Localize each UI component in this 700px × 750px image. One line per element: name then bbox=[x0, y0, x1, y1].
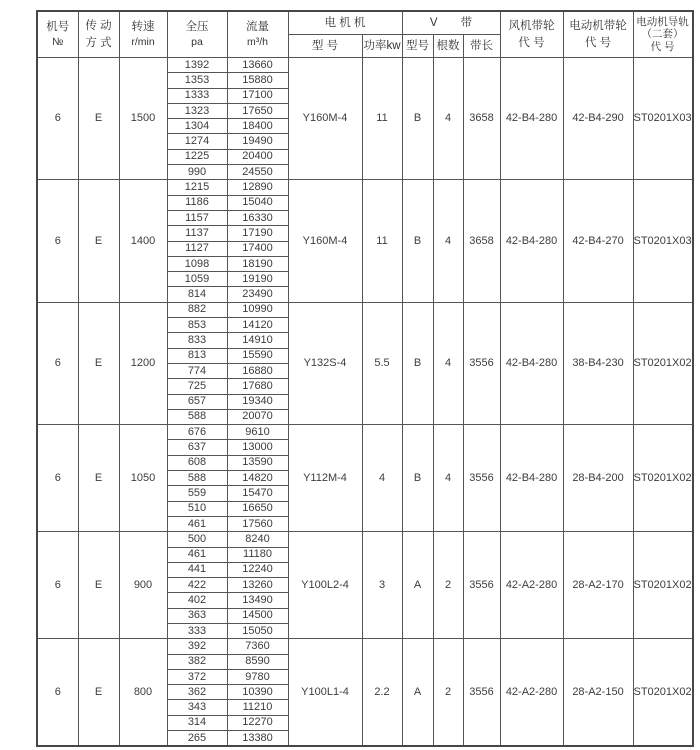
motor-power-cell: 4 bbox=[362, 425, 402, 532]
motor-model-cell: Y160M-4 bbox=[288, 58, 362, 180]
pressure-cell: 657 bbox=[167, 394, 227, 409]
pressure-cell: 853 bbox=[167, 318, 227, 333]
flow-cell: 20400 bbox=[227, 149, 288, 164]
header-motor-pulley-line2: 代 号 bbox=[584, 36, 612, 49]
drive-mode-cell: E bbox=[78, 58, 119, 180]
motor-model-cell: Y160M-4 bbox=[288, 180, 362, 302]
drive-mode-cell: E bbox=[78, 532, 119, 639]
belt-type-cell: B bbox=[402, 302, 433, 424]
flow-cell: 18400 bbox=[227, 119, 288, 134]
header-rail bbox=[633, 11, 693, 58]
pressure-cell: 500 bbox=[167, 532, 227, 547]
flow-cell: 8590 bbox=[227, 654, 288, 669]
belt-length-cell: 3658 bbox=[463, 180, 500, 302]
pressure-cell: 372 bbox=[167, 669, 227, 684]
header-vbelt-length: 带长 bbox=[463, 35, 500, 58]
header-fan-pulley bbox=[500, 11, 563, 58]
header-pressure-line2: pa bbox=[191, 36, 203, 49]
belt-length-cell: 3556 bbox=[463, 425, 500, 532]
pressure-cell: 1215 bbox=[167, 180, 227, 195]
motor-pulley-code-cell: 38-B4-230 bbox=[563, 302, 633, 424]
flow-cell: 17560 bbox=[227, 516, 288, 531]
header-motor-model: 型 号 bbox=[288, 35, 362, 58]
pressure-cell: 608 bbox=[167, 455, 227, 470]
header-drive bbox=[78, 11, 119, 58]
motor-pulley-code-cell: 28-B4-200 bbox=[563, 425, 633, 532]
rail-code-cell: ST0201X02 bbox=[633, 639, 693, 747]
motor-power-cell: 2.2 bbox=[362, 639, 402, 747]
flow-cell: 14120 bbox=[227, 318, 288, 333]
flow-cell: 11180 bbox=[227, 547, 288, 562]
pressure-cell: 461 bbox=[167, 516, 227, 531]
fan-pulley-code-cell: 42-B4-280 bbox=[500, 302, 563, 424]
belt-length-cell: 3556 bbox=[463, 302, 500, 424]
header-speed-line2: r/min bbox=[131, 36, 155, 49]
pressure-cell: 814 bbox=[167, 287, 227, 302]
spec-row bbox=[37, 58, 693, 73]
flow-cell: 24550 bbox=[227, 165, 288, 180]
flow-cell: 18190 bbox=[227, 256, 288, 271]
rail-code-cell: ST0201X03 bbox=[633, 180, 693, 302]
belt-type-cell: B bbox=[402, 58, 433, 180]
speed-cell: 800 bbox=[119, 639, 167, 747]
motor-model-cell: Y132S-4 bbox=[288, 302, 362, 424]
spec-row bbox=[37, 639, 693, 654]
header-row-1 bbox=[37, 11, 693, 35]
header-flow-line1: 流量 bbox=[246, 21, 269, 34]
fan-pulley-code-cell: 42-A2-280 bbox=[500, 639, 563, 747]
pressure-cell: 461 bbox=[167, 547, 227, 562]
flow-cell: 10990 bbox=[227, 302, 288, 317]
fan-pulley-code-cell: 42-B4-280 bbox=[500, 180, 563, 302]
flow-cell: 13380 bbox=[227, 731, 288, 747]
flow-cell: 15040 bbox=[227, 195, 288, 210]
header-fan-pulley-line2: 代 号 bbox=[518, 36, 545, 49]
pressure-cell: 813 bbox=[167, 348, 227, 363]
belt-type-cell: A bbox=[402, 532, 433, 639]
belt-count-cell: 2 bbox=[433, 532, 463, 639]
pressure-cell: 265 bbox=[167, 731, 227, 747]
pressure-cell: 441 bbox=[167, 562, 227, 577]
speed-cell: 1050 bbox=[119, 425, 167, 532]
pressure-cell: 774 bbox=[167, 363, 227, 378]
fan-pulley-code-cell: 42-B4-280 bbox=[500, 58, 563, 180]
pressure-cell: 392 bbox=[167, 639, 227, 654]
header-motor-pulley bbox=[563, 11, 633, 58]
motor-power-cell: 11 bbox=[362, 180, 402, 302]
belt-type-cell: B bbox=[402, 180, 433, 302]
pressure-cell: 363 bbox=[167, 608, 227, 623]
belt-count-cell: 4 bbox=[433, 58, 463, 180]
flow-cell: 17680 bbox=[227, 379, 288, 394]
header-motor-power: 功率kw bbox=[362, 35, 402, 58]
flow-cell: 15590 bbox=[227, 348, 288, 363]
spec-row bbox=[37, 302, 693, 317]
flow-cell: 16330 bbox=[227, 210, 288, 225]
fan-spec-table bbox=[36, 10, 694, 747]
rail-code-cell: ST0201X03 bbox=[633, 58, 693, 180]
belt-count-cell: 4 bbox=[433, 180, 463, 302]
pressure-cell: 1353 bbox=[167, 73, 227, 88]
spec-table-body bbox=[37, 58, 693, 747]
pressure-cell: 1304 bbox=[167, 119, 227, 134]
pressure-cell: 1137 bbox=[167, 226, 227, 241]
motor-model-cell: Y100L2-4 bbox=[288, 532, 362, 639]
pressure-cell: 1186 bbox=[167, 195, 227, 210]
flow-cell: 17190 bbox=[227, 226, 288, 241]
header-machine-no-line2: № bbox=[52, 36, 64, 49]
spec-row bbox=[37, 532, 693, 547]
pressure-cell: 1392 bbox=[167, 58, 227, 73]
flow-cell: 16880 bbox=[227, 363, 288, 378]
machine-no-cell: 6 bbox=[37, 180, 78, 302]
pressure-cell: 1098 bbox=[167, 256, 227, 271]
drive-mode-cell: E bbox=[78, 180, 119, 302]
fan-pulley-code-cell: 42-A2-280 bbox=[500, 532, 563, 639]
flow-cell: 13490 bbox=[227, 593, 288, 608]
flow-cell: 12270 bbox=[227, 715, 288, 730]
header-drive-line2: 方 式 bbox=[85, 36, 112, 49]
flow-cell: 19490 bbox=[227, 134, 288, 149]
header-fan-pulley-line1: 风机带轮 bbox=[508, 20, 555, 33]
flow-cell: 15050 bbox=[227, 623, 288, 638]
flow-cell: 17650 bbox=[227, 103, 288, 118]
belt-count-cell: 4 bbox=[433, 425, 463, 532]
flow-cell: 11210 bbox=[227, 700, 288, 715]
flow-cell: 13590 bbox=[227, 455, 288, 470]
flow-cell: 19340 bbox=[227, 394, 288, 409]
belt-length-cell: 3556 bbox=[463, 639, 500, 747]
header-rail-line3: 代 号 bbox=[650, 40, 675, 53]
header-vbelt-model: 型号 bbox=[402, 35, 433, 58]
header-vbelt-count: 根数 bbox=[433, 35, 463, 58]
belt-type-cell: B bbox=[402, 425, 433, 532]
machine-no-cell: 6 bbox=[37, 639, 78, 747]
header-motor-pulley-line1: 电动机带轮 bbox=[569, 20, 627, 33]
flow-cell: 16650 bbox=[227, 501, 288, 516]
speed-cell: 1400 bbox=[119, 180, 167, 302]
motor-pulley-code-cell: 42-B4-270 bbox=[563, 180, 633, 302]
spec-row bbox=[37, 425, 693, 440]
machine-no-cell: 6 bbox=[37, 425, 78, 532]
header-pressure-line1: 全压 bbox=[185, 21, 209, 34]
flow-cell: 19190 bbox=[227, 272, 288, 287]
flow-cell: 13660 bbox=[227, 58, 288, 73]
drive-mode-cell: E bbox=[78, 425, 119, 532]
pressure-cell: 1059 bbox=[167, 272, 227, 287]
motor-model-cell: Y112M-4 bbox=[288, 425, 362, 532]
machine-no-cell: 6 bbox=[37, 58, 78, 180]
motor-pulley-code-cell: 28-A2-170 bbox=[563, 532, 633, 639]
rail-code-cell: ST0201X02 bbox=[633, 302, 693, 424]
belt-length-cell: 3658 bbox=[463, 58, 500, 180]
pressure-cell: 990 bbox=[167, 165, 227, 180]
pressure-cell: 725 bbox=[167, 379, 227, 394]
speed-cell: 1500 bbox=[119, 58, 167, 180]
belt-count-cell: 2 bbox=[433, 639, 463, 747]
flow-cell: 13260 bbox=[227, 578, 288, 593]
flow-cell: 15880 bbox=[227, 73, 288, 88]
pressure-cell: 637 bbox=[167, 440, 227, 455]
pressure-cell: 588 bbox=[167, 409, 227, 424]
flow-cell: 17100 bbox=[227, 88, 288, 103]
flow-cell: 15470 bbox=[227, 486, 288, 501]
pressure-cell: 1333 bbox=[167, 88, 227, 103]
pressure-cell: 882 bbox=[167, 302, 227, 317]
flow-cell: 12890 bbox=[227, 180, 288, 195]
machine-no-cell: 6 bbox=[37, 532, 78, 639]
header-speed bbox=[119, 11, 167, 58]
motor-power-cell: 5.5 bbox=[362, 302, 402, 424]
fan-pulley-code-cell: 42-B4-280 bbox=[500, 425, 563, 532]
flow-cell: 14820 bbox=[227, 471, 288, 486]
speed-cell: 900 bbox=[119, 532, 167, 639]
drive-mode-cell: E bbox=[78, 302, 119, 424]
header-pressure bbox=[167, 11, 227, 58]
header-rail-line1: 电动机导轨 bbox=[636, 15, 689, 28]
pressure-cell: 314 bbox=[167, 715, 227, 730]
spec-row bbox=[37, 180, 693, 195]
header-speed-line1: 转速 bbox=[131, 21, 155, 34]
pressure-cell: 1127 bbox=[167, 241, 227, 256]
pressure-cell: 588 bbox=[167, 471, 227, 486]
pressure-cell: 1274 bbox=[167, 134, 227, 149]
speed-cell: 1200 bbox=[119, 302, 167, 424]
pressure-cell: 676 bbox=[167, 425, 227, 440]
pressure-cell: 422 bbox=[167, 578, 227, 593]
pressure-cell: 362 bbox=[167, 685, 227, 700]
flow-cell: 20070 bbox=[227, 409, 288, 424]
motor-power-cell: 11 bbox=[362, 58, 402, 180]
flow-cell: 23490 bbox=[227, 287, 288, 302]
header-flow-line2: m³/h bbox=[247, 36, 268, 49]
header-rail-line2: （二套） bbox=[641, 28, 684, 41]
motor-model-cell: Y100L1-4 bbox=[288, 639, 362, 747]
flow-cell: 14910 bbox=[227, 333, 288, 348]
pressure-cell: 510 bbox=[167, 501, 227, 516]
pressure-cell: 833 bbox=[167, 333, 227, 348]
pressure-cell: 1157 bbox=[167, 210, 227, 225]
drive-mode-cell: E bbox=[78, 639, 119, 747]
header-vbelt-group: V 带 bbox=[402, 11, 500, 35]
header-machine-no bbox=[37, 11, 78, 58]
pressure-cell: 402 bbox=[167, 593, 227, 608]
motor-pulley-code-cell: 42-B4-290 bbox=[563, 58, 633, 180]
flow-cell: 7360 bbox=[227, 639, 288, 654]
flow-cell: 9610 bbox=[227, 425, 288, 440]
flow-cell: 8240 bbox=[227, 532, 288, 547]
motor-pulley-code-cell: 28-A2-150 bbox=[563, 639, 633, 747]
pressure-cell: 1225 bbox=[167, 149, 227, 164]
pressure-cell: 382 bbox=[167, 654, 227, 669]
pressure-cell: 343 bbox=[167, 700, 227, 715]
pressure-cell: 333 bbox=[167, 623, 227, 638]
header-drive-line1: 传 动 bbox=[85, 20, 112, 33]
flow-cell: 13000 bbox=[227, 440, 288, 455]
flow-cell: 9780 bbox=[227, 669, 288, 684]
pressure-cell: 559 bbox=[167, 486, 227, 501]
belt-type-cell: A bbox=[402, 639, 433, 747]
motor-power-cell: 3 bbox=[362, 532, 402, 639]
header-motor-group: 电 机 机 bbox=[288, 11, 402, 35]
flow-cell: 17400 bbox=[227, 241, 288, 256]
rail-code-cell: ST0201X02 bbox=[633, 532, 693, 639]
belt-length-cell: 3556 bbox=[463, 532, 500, 639]
flow-cell: 12240 bbox=[227, 562, 288, 577]
header-flow bbox=[227, 11, 288, 58]
rail-code-cell: ST0201X02 bbox=[633, 425, 693, 532]
belt-count-cell: 4 bbox=[433, 302, 463, 424]
machine-no-cell: 6 bbox=[37, 302, 78, 424]
pressure-cell: 1323 bbox=[167, 103, 227, 118]
header-machine-no-line1: 机号 bbox=[46, 21, 70, 34]
flow-cell: 10390 bbox=[227, 685, 288, 700]
flow-cell: 14500 bbox=[227, 608, 288, 623]
